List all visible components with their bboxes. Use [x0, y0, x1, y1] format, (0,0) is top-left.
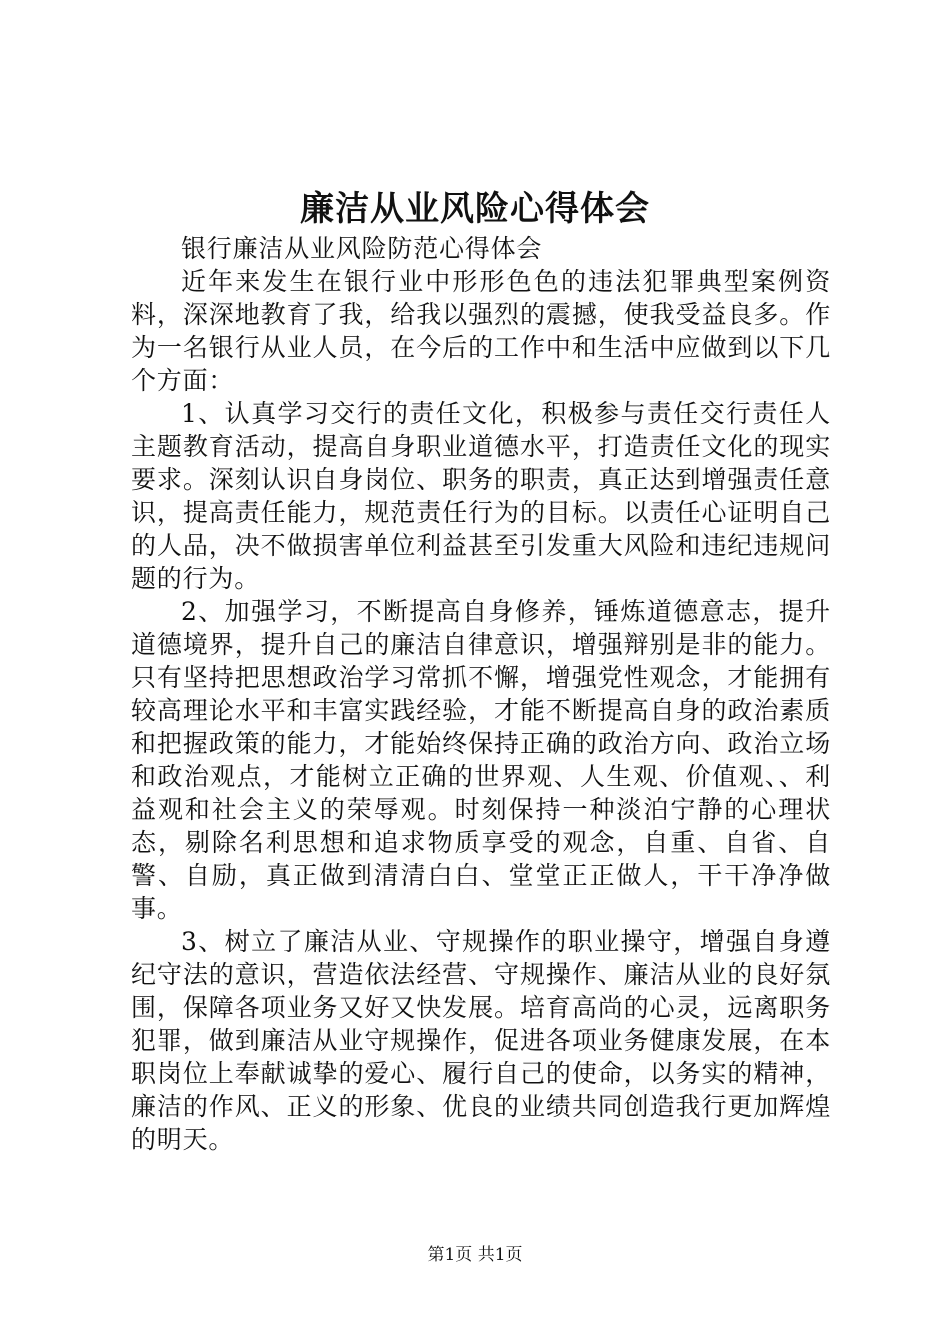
- paragraph-point-3: 3、树立了廉洁从业、守规操作的职业操守，增强自身遵纪守法的意识，营造依法经营、守规操作、廉洁从业的良好氛围，保障各项业务又好又快发展。培育高尚的心灵，远离职务犯罪，做到廉洁从业守规操作，促进各项业务健康发展，在本职岗位上奉献诚挚的爱心、履行自己的使命，以务实的精神，廉洁的作风、正义的形象、优良的业绩共同创造我行更加辉煌的明天。: [131, 927, 831, 1154]
- document-title: 廉洁从业风险心得体会: [300, 189, 650, 229]
- document-body: [131, 232, 831, 1156]
- document-subtitle: 银行廉洁从业风险防范心得体会: [181, 234, 543, 263]
- paragraph-point-2: 2、加强学习，不断提高自身修养，锤炼道德意志，提升道德境界，提升自己的廉洁自律意识，增强辩别是非的能力。只有坚持把思想政治学习常抓不懈，增强党性观念，才能拥有较高理论水平和丰富实践经验，才能不断提高自身的政治素质和把握政策的能力，才能始终保持正确的政治方向、政治立场和政治观点，才能树立正确的世界观、人生观、价值观、、利益观和社会主义的荣辱观。时刻保持一种淡泊宁静的心理状态，剔除名利思想和追求物质享受的观念，自重、自省、自警、自励，真正做到清清白白、堂堂正正做人，干干净净做事。: [131, 597, 831, 923]
- paragraph-point-1: 1、认真学习交行的责任文化，积极参与责任交行责任人主题教育活动，提高自身职业道德水平，打造责任文化的现实要求。深刻认识自身岗位、职务的职责，真正达到增强责任意识，提高责任能力，规范责任行为的目标。以责任心证明自己的人品，决不做损害单位利益甚至引发重大风险和违纪违规问题的行为。: [131, 399, 831, 593]
- paragraph-intro: 近年来发生在银行业中形形色色的违法犯罪典型案例资料，深深地教育了我，给我以强烈的震撼，使我受益良多。作为一名银行从业人员，在今后的工作中和生活中应做到以下几个方面：: [131, 267, 831, 395]
- page-footer: 第1页 共1页: [427, 1245, 523, 1265]
